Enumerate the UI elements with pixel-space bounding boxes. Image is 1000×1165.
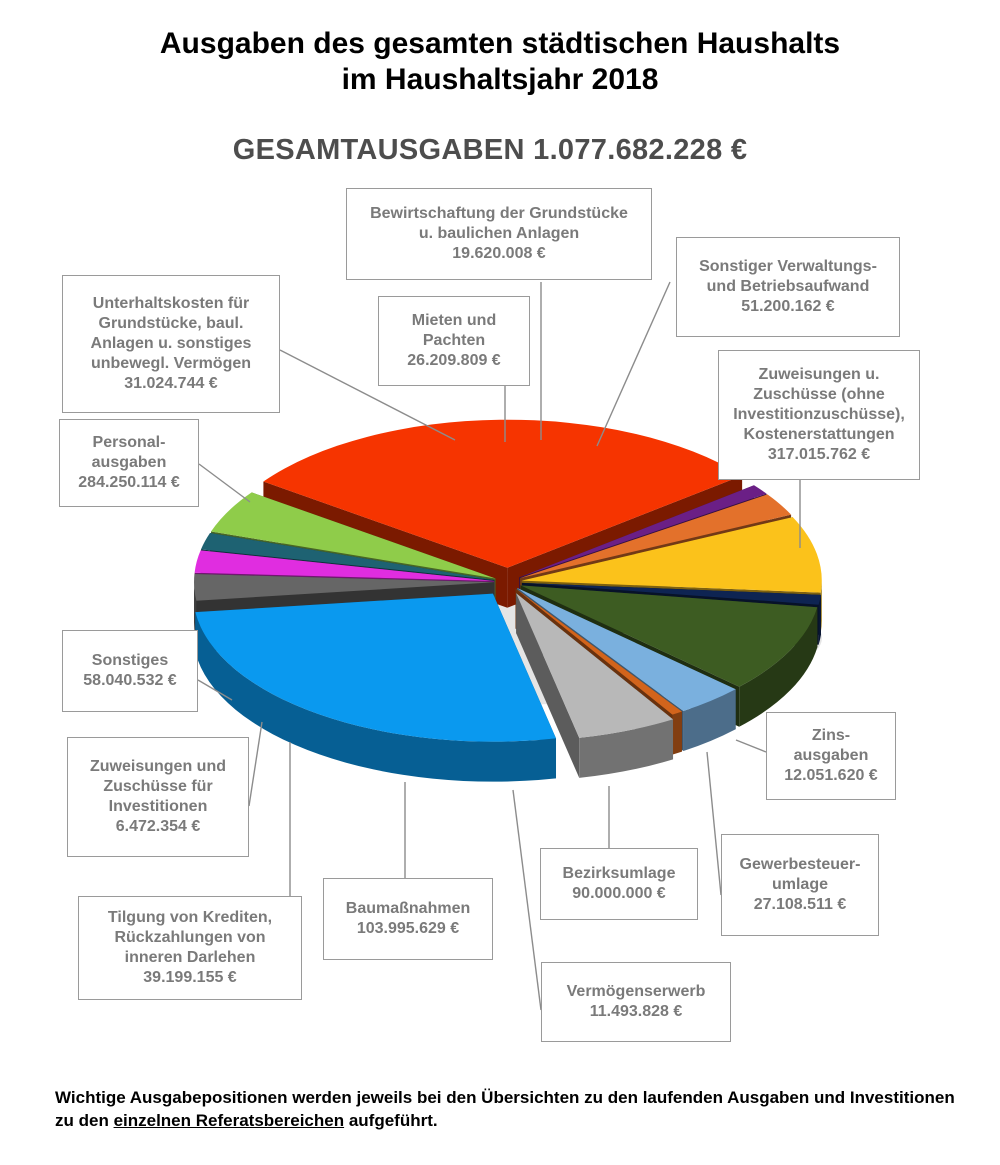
slice-label-line: Vermögenserwerb bbox=[566, 983, 706, 1000]
slice-value: 51.200.162 € bbox=[741, 298, 835, 315]
slice-label-zinsausgaben bbox=[766, 712, 896, 800]
slice-label-line: u. baulichen Anlagen bbox=[418, 225, 580, 242]
slice-label-line: Mieten und bbox=[411, 312, 497, 329]
chart-title-line-2: im Haushaltsjahr 2018 bbox=[341, 63, 659, 96]
slice-label-line: Zuschüsse (ohne bbox=[753, 386, 885, 403]
slice-value: 19.620.008 € bbox=[452, 245, 546, 262]
referatsbereiche-link[interactable]: einzelnen Referatsbereichen bbox=[113, 1111, 345, 1130]
slice-label-line: Kostenerstattungen bbox=[743, 426, 895, 443]
slice-value: 58.040.532 € bbox=[83, 672, 177, 689]
slice-label-zuweisungen-zuschuesse bbox=[718, 350, 920, 480]
slice-label-line: ausgaben bbox=[91, 454, 167, 471]
footnote-text-before: Wichtige Ausgabepositionen werden jeweils bei den Übersichten zu den laufenden Ausgaben und Investitionen zu den bbox=[55, 1088, 955, 1130]
slice-label-zuweisungen-investitionen bbox=[67, 737, 249, 857]
slice-label-line: Pachten bbox=[422, 332, 486, 349]
slice-value: 11.493.828 € bbox=[589, 1003, 683, 1020]
leader-line-zuweisungen-investitionen bbox=[249, 722, 262, 806]
slice-label-line: ausgaben bbox=[793, 747, 869, 764]
slice-value: 26.209.809 € bbox=[407, 352, 501, 369]
slice-label-line: umlage bbox=[771, 876, 828, 893]
slice-label-mieten-pachten bbox=[378, 296, 530, 386]
leader-line-gewerbesteuerumlage bbox=[707, 752, 721, 895]
slice-label-line: Anlagen u. sonstiges bbox=[90, 335, 252, 352]
slice-value: 103.995.629 € bbox=[356, 920, 460, 937]
slice-label-line: Zuweisungen und bbox=[90, 758, 226, 775]
slice-label-tilgung bbox=[78, 896, 302, 1000]
slice-value: 27.108.511 € bbox=[753, 896, 847, 913]
pie-slice-personalausgaben bbox=[195, 594, 556, 782]
slice-label-sonstiges bbox=[62, 630, 198, 712]
slice-label-line: Zuweisungen u. bbox=[758, 366, 880, 383]
slice-label-line: Sonstiges bbox=[91, 652, 169, 669]
chart-title-line-1: Ausgaben des gesamten städtischen Haushalts bbox=[159, 27, 841, 60]
footnote-text-after: aufgeführt. bbox=[344, 1111, 438, 1130]
slice-label-line: Unterhaltskosten für bbox=[92, 295, 250, 312]
slice-label-line: Zins- bbox=[811, 727, 851, 744]
leader-line-vermoegenserwerb bbox=[513, 790, 541, 1010]
slice-label-line: Zuschüsse für bbox=[103, 778, 213, 795]
leader-line-zinsausgaben bbox=[736, 740, 766, 752]
slice-label-line: Bewirtschaftung der Grundstücke bbox=[370, 205, 628, 222]
slice-label-line: Grundstücke, baul. bbox=[98, 315, 244, 332]
slice-label-line: Gewerbesteuer- bbox=[739, 856, 861, 873]
total-expenditure: GESAMTAUSGABEN 1.077.682.228 € bbox=[232, 134, 748, 166]
slice-value: 284.250.114 € bbox=[78, 474, 180, 491]
slice-label-sonstiger-verwaltungsaufwand bbox=[676, 237, 900, 337]
slice-label-line: Baumaßnahmen bbox=[345, 900, 471, 917]
slice-label-vermoegenserwerb bbox=[541, 962, 731, 1042]
slice-label-line: unbewegl. Vermögen bbox=[90, 355, 252, 372]
slice-value: 31.024.744 € bbox=[124, 375, 218, 392]
slice-label-line: Personal- bbox=[92, 434, 166, 451]
slice-value: 317.015.762 € bbox=[767, 446, 871, 463]
slice-label-personalausgaben bbox=[59, 419, 199, 507]
slice-value: 6.472.354 € bbox=[115, 818, 201, 835]
slice-label-line: und Betriebsaufwand bbox=[706, 278, 870, 295]
slice-label-bewirtschaftung bbox=[346, 188, 652, 280]
slice-label-line: Bezirksumlage bbox=[562, 865, 676, 882]
leader-line-sonstiger-verwaltungsaufwand bbox=[597, 282, 670, 446]
leader-line-personalausgaben bbox=[199, 464, 250, 502]
slice-label-line: Tilgung von Krediten, bbox=[107, 909, 273, 926]
slice-value: 90.000.000 € bbox=[572, 885, 666, 902]
slice-label-line: Rückzahlungen von bbox=[114, 929, 266, 946]
slice-label-bezirksumlage bbox=[540, 848, 698, 920]
slice-label-line: Investitionen bbox=[108, 798, 208, 815]
slice-label-unterhaltskosten bbox=[62, 275, 280, 413]
slice-label-line: Investitionzuschüsse), bbox=[733, 406, 905, 423]
footnote bbox=[55, 1086, 955, 1132]
slice-value: 12.051.620 € bbox=[784, 767, 878, 784]
slice-label-line: Sonstiger Verwaltungs- bbox=[699, 258, 877, 275]
slice-value: 39.199.155 € bbox=[143, 969, 237, 986]
slice-label-baumassnahmen bbox=[323, 878, 493, 960]
slice-label-gewerbesteuerumlage bbox=[721, 834, 879, 936]
slice-label-line: inneren Darlehen bbox=[124, 949, 256, 966]
